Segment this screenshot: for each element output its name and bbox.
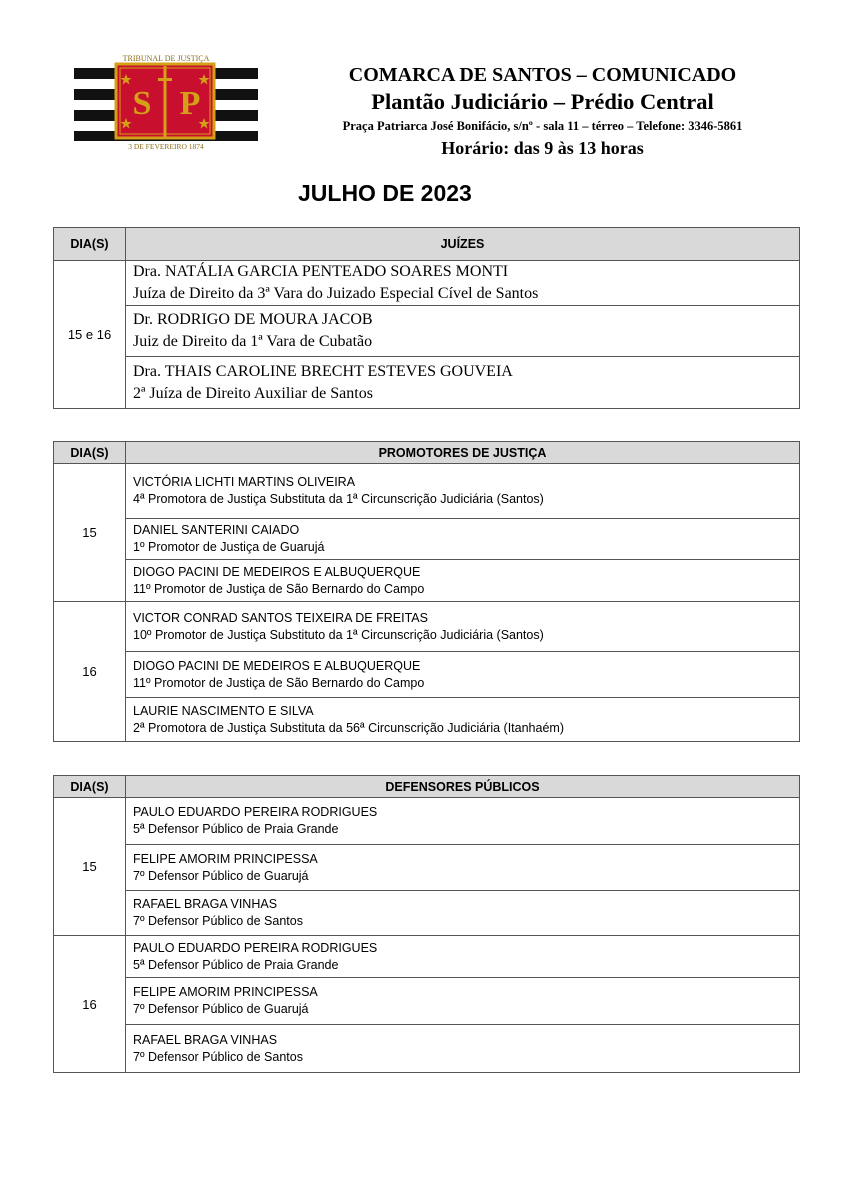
entry-name: VICTÓRIA LICHTI MARTINS OLIVEIRA <box>133 475 356 489</box>
col-days-header: DIA(S) <box>54 442 126 464</box>
col-title-header: JUÍZES <box>126 228 800 261</box>
table-row <box>54 602 800 652</box>
header-comarca: COMARCA DE SANTOS – COMUNICADO <box>348 64 737 86</box>
entry-name: Dra. NATÁLIA GARCIA PENTEADO SOARES MONTI <box>133 263 509 280</box>
entry-name: Dra. THAIS CAROLINE BRECHT ESTEVES GOUVEIA <box>133 362 513 380</box>
entry-cell <box>126 261 800 306</box>
svg-text:3 DE FEVEREIRO 1874: 3 DE FEVEREIRO 1874 <box>128 142 204 151</box>
day-cell: 16 <box>54 602 126 742</box>
table-row <box>54 464 800 519</box>
entry-role: 10º Promotor de Justiça Substituto da 1ª Circunscrição Judiciária (Santos) <box>133 627 544 642</box>
entry-name: Dr. RODRIGO DE MOURA JACOB <box>133 311 373 328</box>
entry-role: 7º Defensor Público de Guarujá <box>133 868 309 883</box>
entry-name: FELIPE AMORIM PRINCIPESSA <box>133 851 318 866</box>
entry-role: 2ª Promotora de Justiça Substituta da 56ª Circunscrição Judiciária (Itanhaém) <box>133 720 564 735</box>
table-row <box>54 652 800 698</box>
table-row <box>54 798 800 845</box>
entry-name: DIOGO PACINI DE MEDEIROS E ALBUQUERQUE <box>133 564 421 579</box>
table-row <box>54 1025 800 1073</box>
entry-role: 5ª Defensor Público de Praia Grande <box>133 957 339 972</box>
entry-cell <box>126 891 800 936</box>
entry-role: Juiz de Direito da 1ª Vara de Cubatão <box>133 333 373 350</box>
entry-name: PAULO EDUARDO PEREIRA RODRIGUES <box>133 940 378 955</box>
table-row <box>54 306 800 357</box>
entry-role: 5ª Defensor Público de Praia Grande <box>133 822 339 836</box>
entry-name: DIOGO PACINI DE MEDEIROS E ALBUQUERQUE <box>133 658 421 673</box>
table-row <box>54 519 800 560</box>
entry-cell <box>126 845 800 891</box>
prosecutors-table <box>53 441 800 742</box>
entry-cell <box>126 798 800 845</box>
entry-cell <box>126 519 800 560</box>
svg-text:S: S <box>132 85 152 122</box>
entry-cell <box>126 652 800 698</box>
col-days-header: DIA(S) <box>54 228 126 261</box>
entry-role: Juíza de Direito da 3ª Vara do Juizado Especial Cível de Santos <box>133 285 539 302</box>
table-row <box>54 560 800 602</box>
document-header <box>270 60 815 160</box>
judges-table <box>53 227 800 409</box>
table-row <box>54 978 800 1025</box>
entry-name: LAURIE NASCIMENTO E SILVA <box>133 703 314 718</box>
col-days-header: DIA(S) <box>54 776 126 798</box>
entry-role: 7º Defensor Público de Santos <box>133 914 303 928</box>
col-title-header: DEFENSORES PÚBLICOS <box>126 776 800 798</box>
entry-role: 7º Defensor Público de Guarujá <box>133 1002 309 1016</box>
entry-name: FELIPE AMORIM PRINCIPESSA <box>133 985 318 999</box>
entry-name: DANIEL SANTERINI CAIADO <box>133 523 300 537</box>
defenders-table <box>53 775 800 1073</box>
entry-name: RAFAEL BRAGA VINHAS <box>133 1032 278 1047</box>
header-plantao: Plantão Judiciário – Prédio Central <box>371 89 714 114</box>
entry-cell <box>126 560 800 602</box>
table-row <box>54 357 800 409</box>
entry-cell <box>126 602 800 652</box>
entry-role: 1º Promotor de Justiça de Guarujá <box>133 540 325 554</box>
table-row <box>54 261 800 306</box>
day-cell: 16 <box>54 936 126 1073</box>
entry-name: PAULO EDUARDO PEREIRA RODRIGUES <box>133 805 378 819</box>
entry-cell <box>126 1025 800 1073</box>
day-cell: 15 e 16 <box>54 261 126 409</box>
table-row <box>54 891 800 936</box>
entry-role: 11º Promotor de Justiça de São Bernardo do Campo <box>133 675 425 690</box>
entry-cell <box>126 357 800 409</box>
table-row <box>54 936 800 978</box>
entry-cell <box>126 306 800 357</box>
entry-role: 7º Defensor Público de Santos <box>133 1049 303 1064</box>
table-header-row <box>54 442 800 464</box>
day-cell: 15 <box>54 464 126 602</box>
entry-cell <box>126 464 800 519</box>
entry-name: VICTOR CONRAD SANTOS TEIXEIRA DE FREITAS <box>133 610 428 625</box>
table-row <box>54 845 800 891</box>
header-address: Praça Patriarca José Bonifácio, s/nº - sala 11 – térreo – Telefone: 3346-5861 <box>342 119 743 133</box>
table-header-row <box>54 776 800 798</box>
table-header-row <box>54 228 800 261</box>
entry-role: 2ª Juíza de Direito Auxiliar de Santos <box>133 384 373 402</box>
entry-name: RAFAEL BRAGA VINHAS <box>133 897 278 911</box>
entry-cell <box>126 978 800 1025</box>
entry-cell <box>126 698 800 742</box>
svg-text:P: P <box>179 85 201 122</box>
tribunal-seal-logo <box>74 52 258 152</box>
entry-role: 11º Promotor de Justiça de São Bernardo do Campo <box>133 581 425 596</box>
entry-cell <box>126 936 800 978</box>
col-title-header: PROMOTORES DE JUSTIÇA <box>126 442 800 464</box>
header-hours: Horário: das 9 às 13 horas <box>441 138 644 158</box>
svg-text:TRIBUNAL DE JUSTIÇA: TRIBUNAL DE JUSTIÇA <box>122 54 210 63</box>
entry-role: 4ª Promotora de Justiça Substituta da 1ª Circunscrição Judiciária (Santos) <box>133 492 544 506</box>
month-title: JULHO DE 2023 <box>298 180 472 206</box>
day-cell: 15 <box>54 798 126 936</box>
table-row <box>54 698 800 742</box>
